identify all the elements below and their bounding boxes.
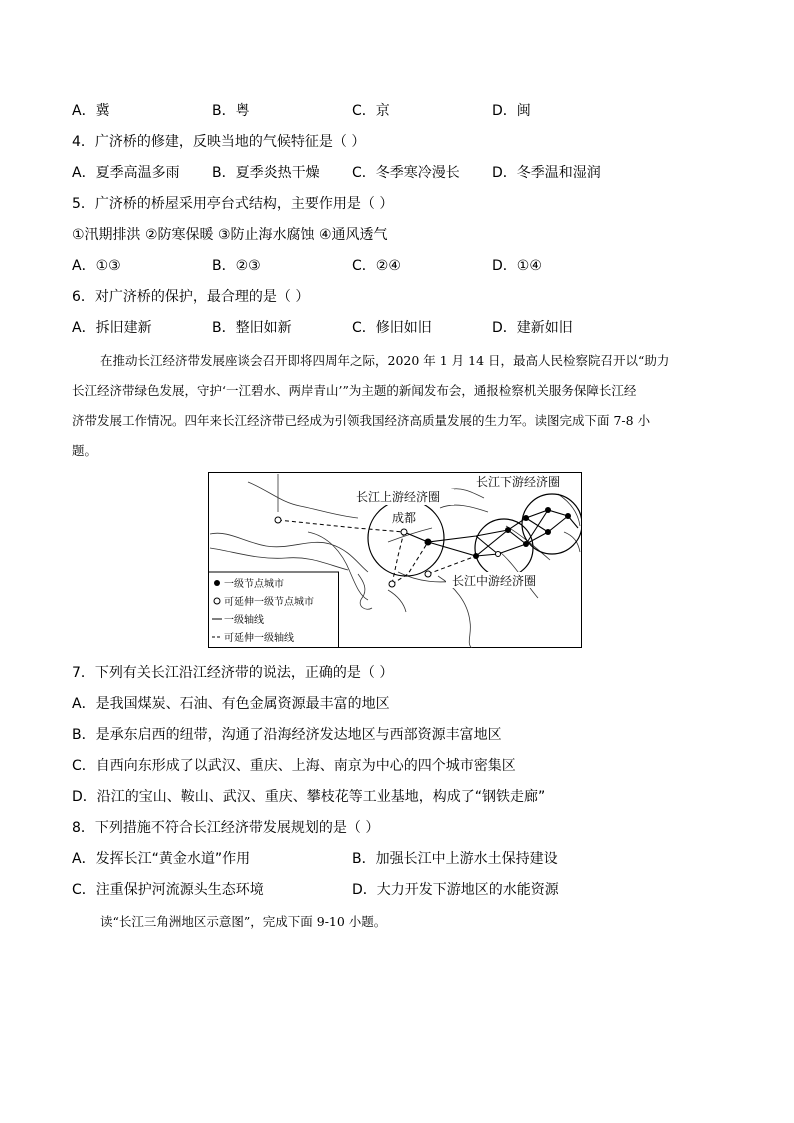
q7-option-a[interactable]: A．是我国煤炭、石油、有色金属资源最丰富的地区 — [72, 696, 390, 712]
q4-stem: 4．广济桥的修建，反映当地的气候特征是（ ） — [72, 134, 366, 150]
q5-option-d[interactable]: D．①④ — [492, 258, 542, 274]
q5-stem: 5．广济桥的桥屋采用亭台式结构，主要作用是（ ） — [72, 196, 394, 212]
passage-line-4: 题。 — [72, 443, 98, 458]
node-city-extendable — [275, 517, 281, 523]
q5-option-a[interactable]: A．①③ — [72, 258, 121, 274]
node-city — [545, 529, 551, 535]
legend-item-2: 可延伸一级节点城市 — [224, 597, 314, 608]
q8-option-d[interactable]: D．大力开发下游地区的水能资源 — [352, 882, 559, 898]
q7-option-c[interactable]: C．自西向东形成了以武汉、重庆、上海、南京为中心的四个城市密集区 — [72, 758, 516, 774]
node-city-extendable — [389, 581, 395, 587]
q6-option-b[interactable]: B．整旧如新 — [212, 320, 292, 336]
q7-option-b[interactable]: B．是承东启西的纽带，沟通了沿海经济发达地区与西部资源丰富地区 — [72, 727, 502, 743]
map-legend — [209, 572, 339, 648]
q8-option-a[interactable]: A．发挥长江“黄金水道”作用 — [72, 851, 251, 867]
q4-option-c[interactable]: C．冬季寒冷漫长 — [352, 165, 460, 181]
q4-option-a[interactable]: A．夏季高温多雨 — [72, 165, 180, 181]
node-city-extendable — [401, 529, 407, 535]
legend-item-4: 可延伸一级轴线 — [224, 633, 294, 644]
q8-option-b[interactable]: B．加强长江中上游水土保持建设 — [352, 851, 558, 867]
passage-line-3: 济带发展工作情况。四年来长江经济带已经成为引领我国经济高质量发展的生力军。读图完成下面 7-8 小 — [72, 413, 651, 428]
q3-option-b[interactable]: B．粤 — [212, 103, 250, 119]
q3-option-c[interactable]: C．京 — [352, 103, 390, 119]
legend-item-1: 一级节点城市 — [224, 579, 284, 590]
q4-option-b[interactable]: B．夏季炎热干燥 — [212, 165, 320, 181]
middle-zone-label: 长江中游经济圈 — [452, 574, 537, 588]
yangtze-economic-belt-map — [208, 472, 582, 648]
node-city — [505, 527, 511, 533]
node-city — [473, 553, 479, 559]
q3-option-d[interactable]: D．闽 — [492, 103, 531, 119]
lower-zone-label: 长江下游经济圈 — [476, 475, 561, 489]
legend-item-3: 一级轴线 — [224, 615, 264, 626]
node-city-extendable — [496, 552, 501, 557]
q7-option-d[interactable]: D．沿江的宝山、鞍山、武汉、重庆、攀枝花等工业基地，构成了“钢铁走廊” — [72, 789, 546, 805]
node-city — [523, 541, 529, 547]
q8-option-c[interactable]: C．注重保护河流源头生态环境 — [72, 882, 264, 898]
upper-zone-label: 长江上游经济圈 — [356, 490, 441, 504]
q4-option-d[interactable]: D．冬季温和湿润 — [492, 165, 601, 181]
q7-stem: 7．下列有关长江沿江经济带的说法，正确的是（ ） — [72, 665, 394, 681]
q5-option-c[interactable]: C．②④ — [352, 258, 401, 274]
node-city — [565, 513, 571, 519]
node-city — [425, 539, 432, 546]
passage-line-1: 在推动长江经济带发展座谈会召开即将四周年之际，2020 年 1 月 14 日，最高人民检察院召开以“助力 — [100, 353, 670, 368]
node-city — [523, 515, 529, 521]
node-city-extendable — [425, 571, 431, 577]
chengdu-label: 成都 — [392, 511, 417, 525]
q3-option-a[interactable]: A．冀 — [72, 103, 110, 119]
q6-stem: 6．对广济桥的保护，最合理的是（ ） — [72, 289, 310, 305]
q5-option-b[interactable]: B．②③ — [212, 258, 261, 274]
reading-passage — [72, 346, 722, 466]
section-instruction: 读“长江三角洲地区示意图”，完成下面 9-10 小题。 — [100, 914, 387, 929]
q5-choices: ①汛期排洪 ②防寒保暖 ③防止海水腐蚀 ④通风透气 — [72, 227, 388, 243]
node-city — [545, 507, 551, 513]
q6-option-a[interactable]: A．拆旧建新 — [72, 320, 152, 336]
q8-stem: 8．下列措施不符合长江经济带发展规划的是（ ） — [72, 820, 380, 836]
passage-line-2: 长江经济带绿色发展，守护‘一江碧水、两岸青山’”为主题的新闻发布会，通报检察机关服务保障长江经 — [72, 383, 637, 398]
q6-option-d[interactable]: D．建新如旧 — [492, 320, 573, 336]
legend-solid-node-icon — [214, 580, 220, 586]
q6-option-c[interactable]: C．修旧如旧 — [352, 320, 432, 336]
legend-hollow-node-icon — [214, 598, 220, 604]
